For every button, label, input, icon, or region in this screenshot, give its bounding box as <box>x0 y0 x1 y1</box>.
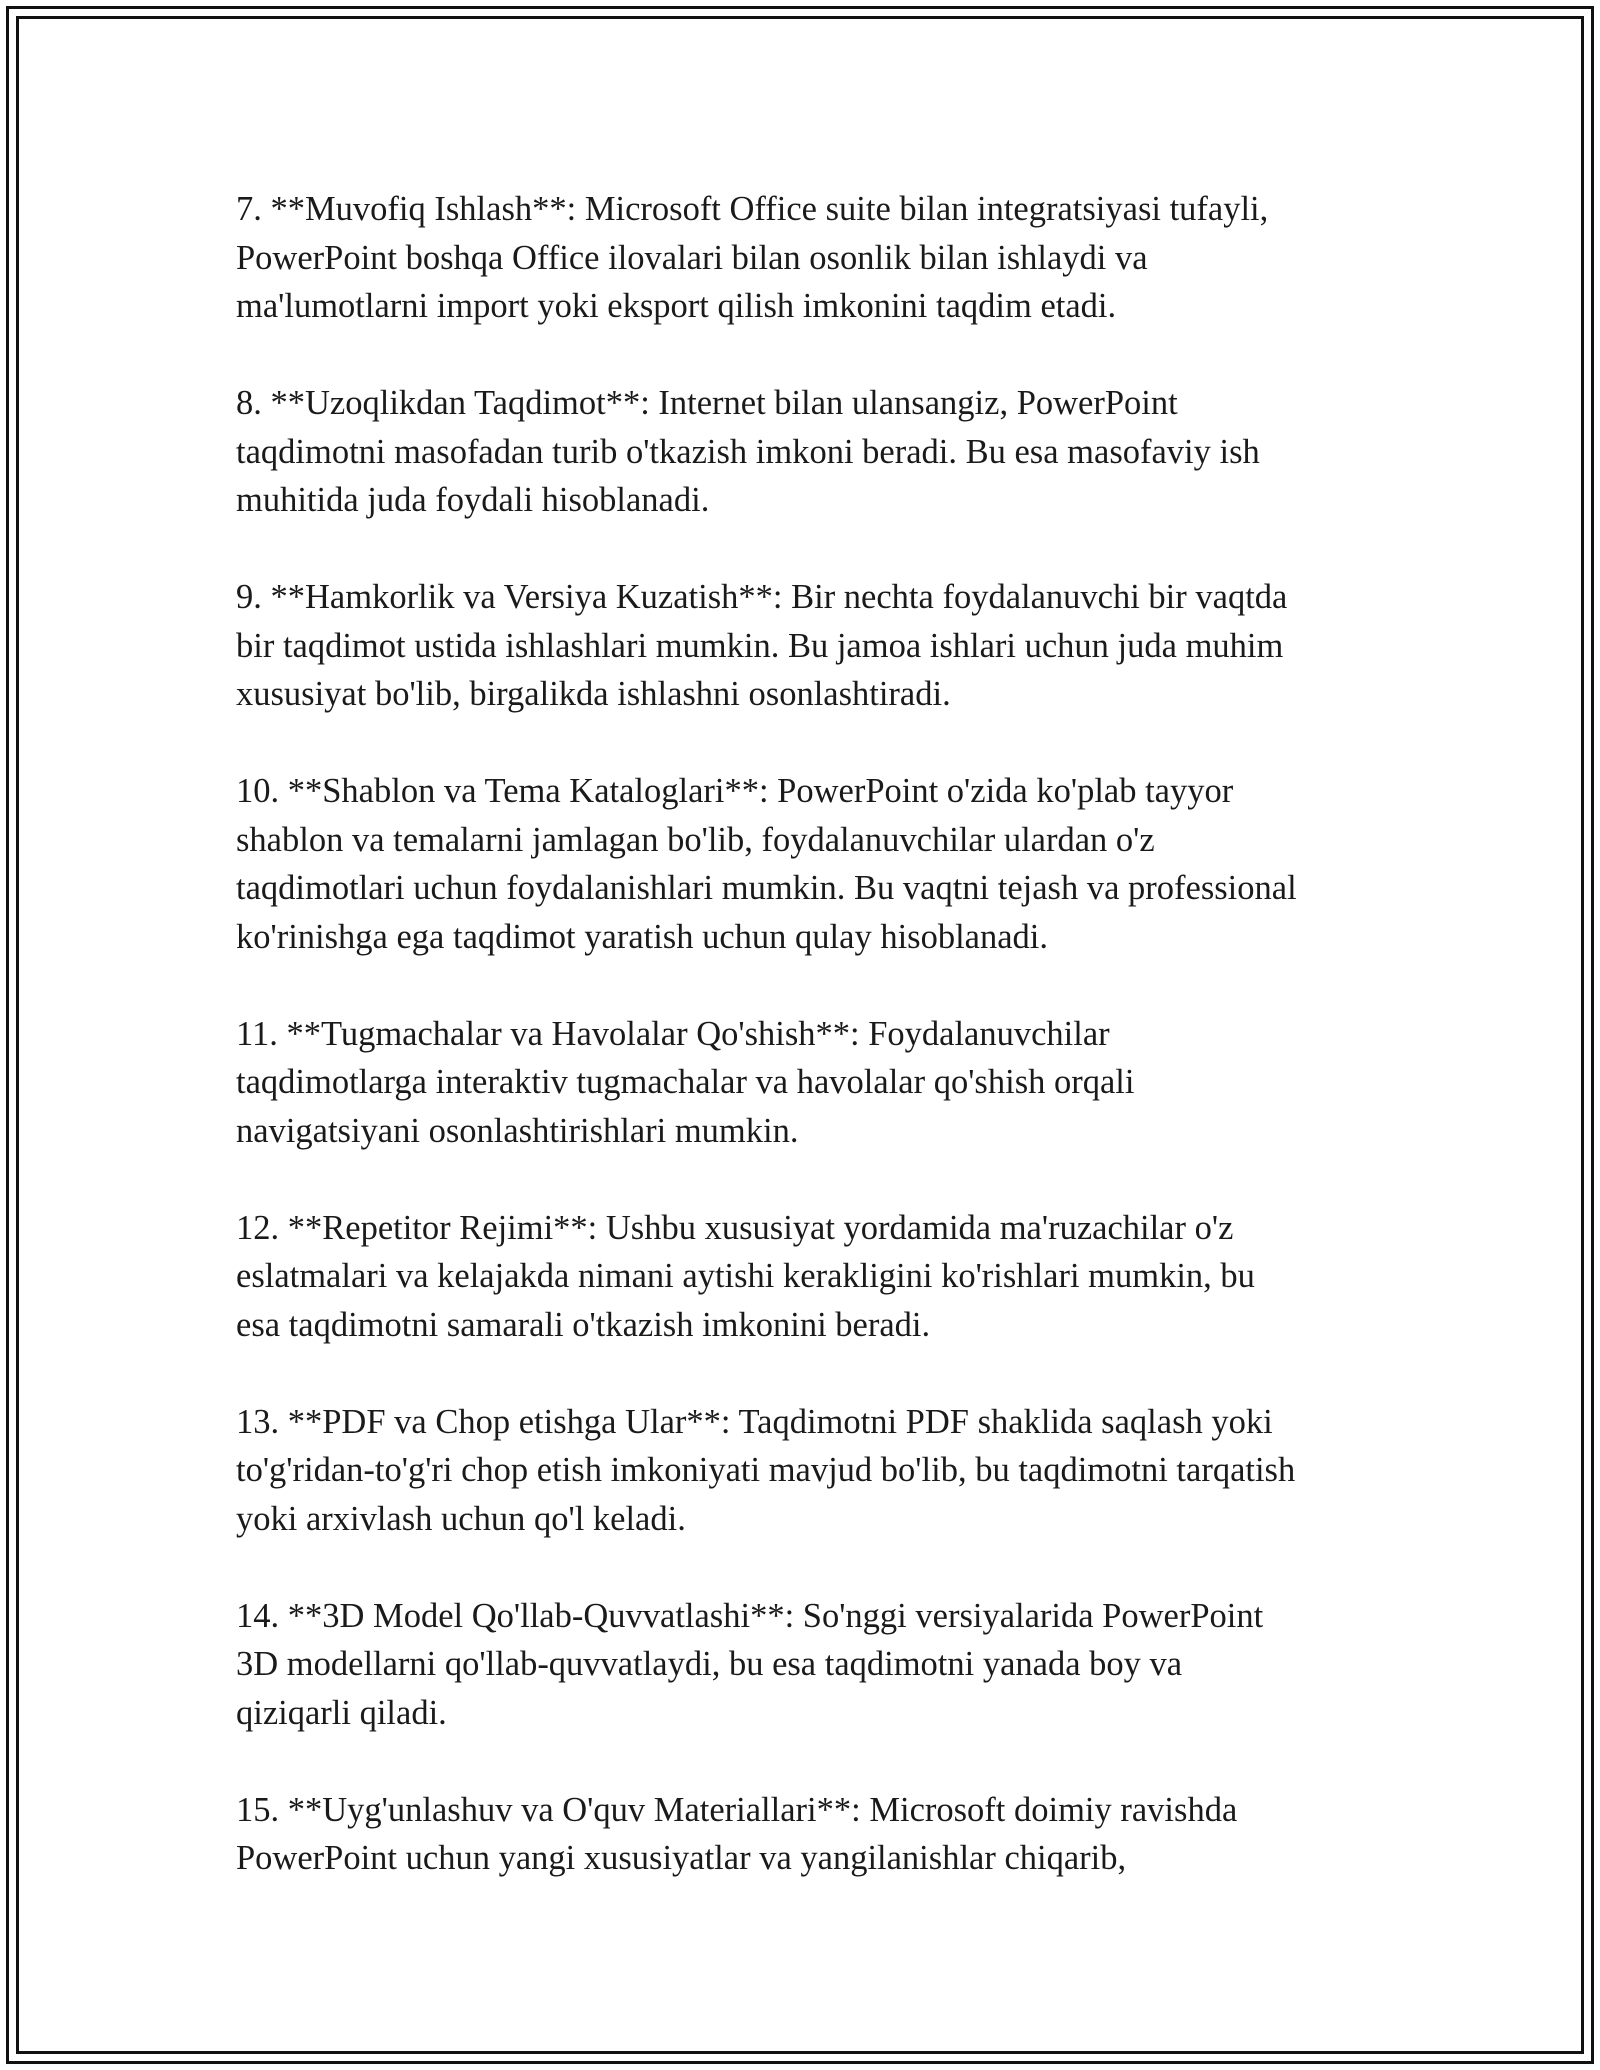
paragraph-line: navigatsiyani osonlashtirishlari mumkin. <box>236 1111 799 1150</box>
paragraph-line: 9. **Hamkorlik va Versiya Kuzatish**: Bir nechta foydalanuvchi bir vaqtda <box>236 578 1288 616</box>
paragraph-line: 12. **Repetitor Rejimi**: Ushbu xususiyat yordamida ma'ruzachilar o'z <box>236 1208 1234 1247</box>
paragraph-line: taqdimotlari uchun foydalanishlari mumkin. Bu vaqtni tejash va professional <box>236 869 1297 907</box>
paragraph-line: to'g'ridan-to'g'ri chop etish imkoniyati mavjud bo'lib, bu taqdimotni tarqatish <box>236 1451 1296 1489</box>
paragraph-item-13 <box>236 1398 1376 1544</box>
paragraph-item-12 <box>236 1204 1376 1350</box>
paragraph-line: 14. **3D Model Qo'llab-Quvvatlashi**: So'nggi versiyalarida PowerPoint <box>236 1596 1264 1635</box>
paragraph-line: 11. **Tugmachalar va Havolalar Qo'shish**: Foydalanuvchilar <box>236 1014 1110 1053</box>
paragraph-item-10 <box>236 767 1376 961</box>
paragraph-line: bir taqdimot ustida ishlashlari mumkin. Bu jamoa ishlari uchun juda muhim <box>236 626 1284 665</box>
paragraph-line: qiziqarli qiladi. <box>236 1693 447 1732</box>
paragraph-line: PowerPoint boshqa Office ilovalari bilan osonlik bilan ishlaydi va <box>236 238 1148 277</box>
paragraph-line: xususiyat bo'lib, birgalikda ishlashni osonlashtiradi. <box>236 675 951 713</box>
paragraph-line: taqdimotni masofadan turib o'tkazish imkoni beradi. Bu esa masofaviy ish <box>236 432 1260 471</box>
paragraph-item-11 <box>236 1010 1376 1156</box>
paragraph-item-14 <box>236 1592 1376 1738</box>
paragraph-line: esa taqdimotni samarali o'tkazish imkonini beradi. <box>236 1305 931 1344</box>
paragraph-line: muhitida juda foydali hisoblanadi. <box>236 481 710 519</box>
paragraph-line: ma'lumotlarni import yoki eksport qilish imkonini taqdim etadi. <box>236 287 1117 325</box>
paragraph-item-9 <box>236 573 1376 719</box>
paragraph-line: eslatmalari va kelajakda nimani aytishi kerakligini ko'rishlari mumkin, bu <box>236 1257 1255 1295</box>
paragraph-line: 13. **PDF va Chop etishga Ular**: Taqdimotni PDF shaklida saqlash yoki <box>236 1402 1273 1441</box>
document-body <box>236 185 1376 1931</box>
paragraph-line: 10. **Shablon va Tema Kataloglari**: PowerPoint o'zida ko'plab tayyor <box>236 772 1234 810</box>
paragraph-line: shablon va temalarni jamlagan bo'lib, foydalanuvchilar ulardan o'z <box>236 820 1155 859</box>
paragraph-line: 8. **Uzoqlikdan Taqdimot**: Internet bilan ulansangiz, PowerPoint <box>236 384 1178 422</box>
paragraph-line: 7. **Muvofiq Ishlash**: Microsoft Office suite bilan integratsiyasi tufayli, <box>236 190 1269 228</box>
paragraph-item-15 <box>236 1786 1376 1883</box>
paragraph-line: yoki arxivlash uchun qo'l keladi. <box>236 1499 686 1538</box>
paragraph-item-8 <box>236 379 1376 525</box>
paragraph-line: 15. **Uyg'unlashuv va O'quv Materiallari**: Microsoft doimiy ravishda <box>236 1790 1238 1829</box>
paragraph-line: 3D modellarni qo'llab-quvvatlaydi, bu esa taqdimotni yanada boy va <box>236 1645 1183 1683</box>
paragraph-line: PowerPoint uchun yangi xususiyatlar va yangilanishlar chiqarib, <box>236 1839 1127 1877</box>
paragraph-item-7 <box>236 185 1376 331</box>
paragraph-line: taqdimotlarga interaktiv tugmachalar va havolalar qo'shish orqali <box>236 1063 1135 1101</box>
paragraph-line: ko'rinishga ega taqdimot yaratish uchun qulay hisoblanadi. <box>236 917 1048 956</box>
